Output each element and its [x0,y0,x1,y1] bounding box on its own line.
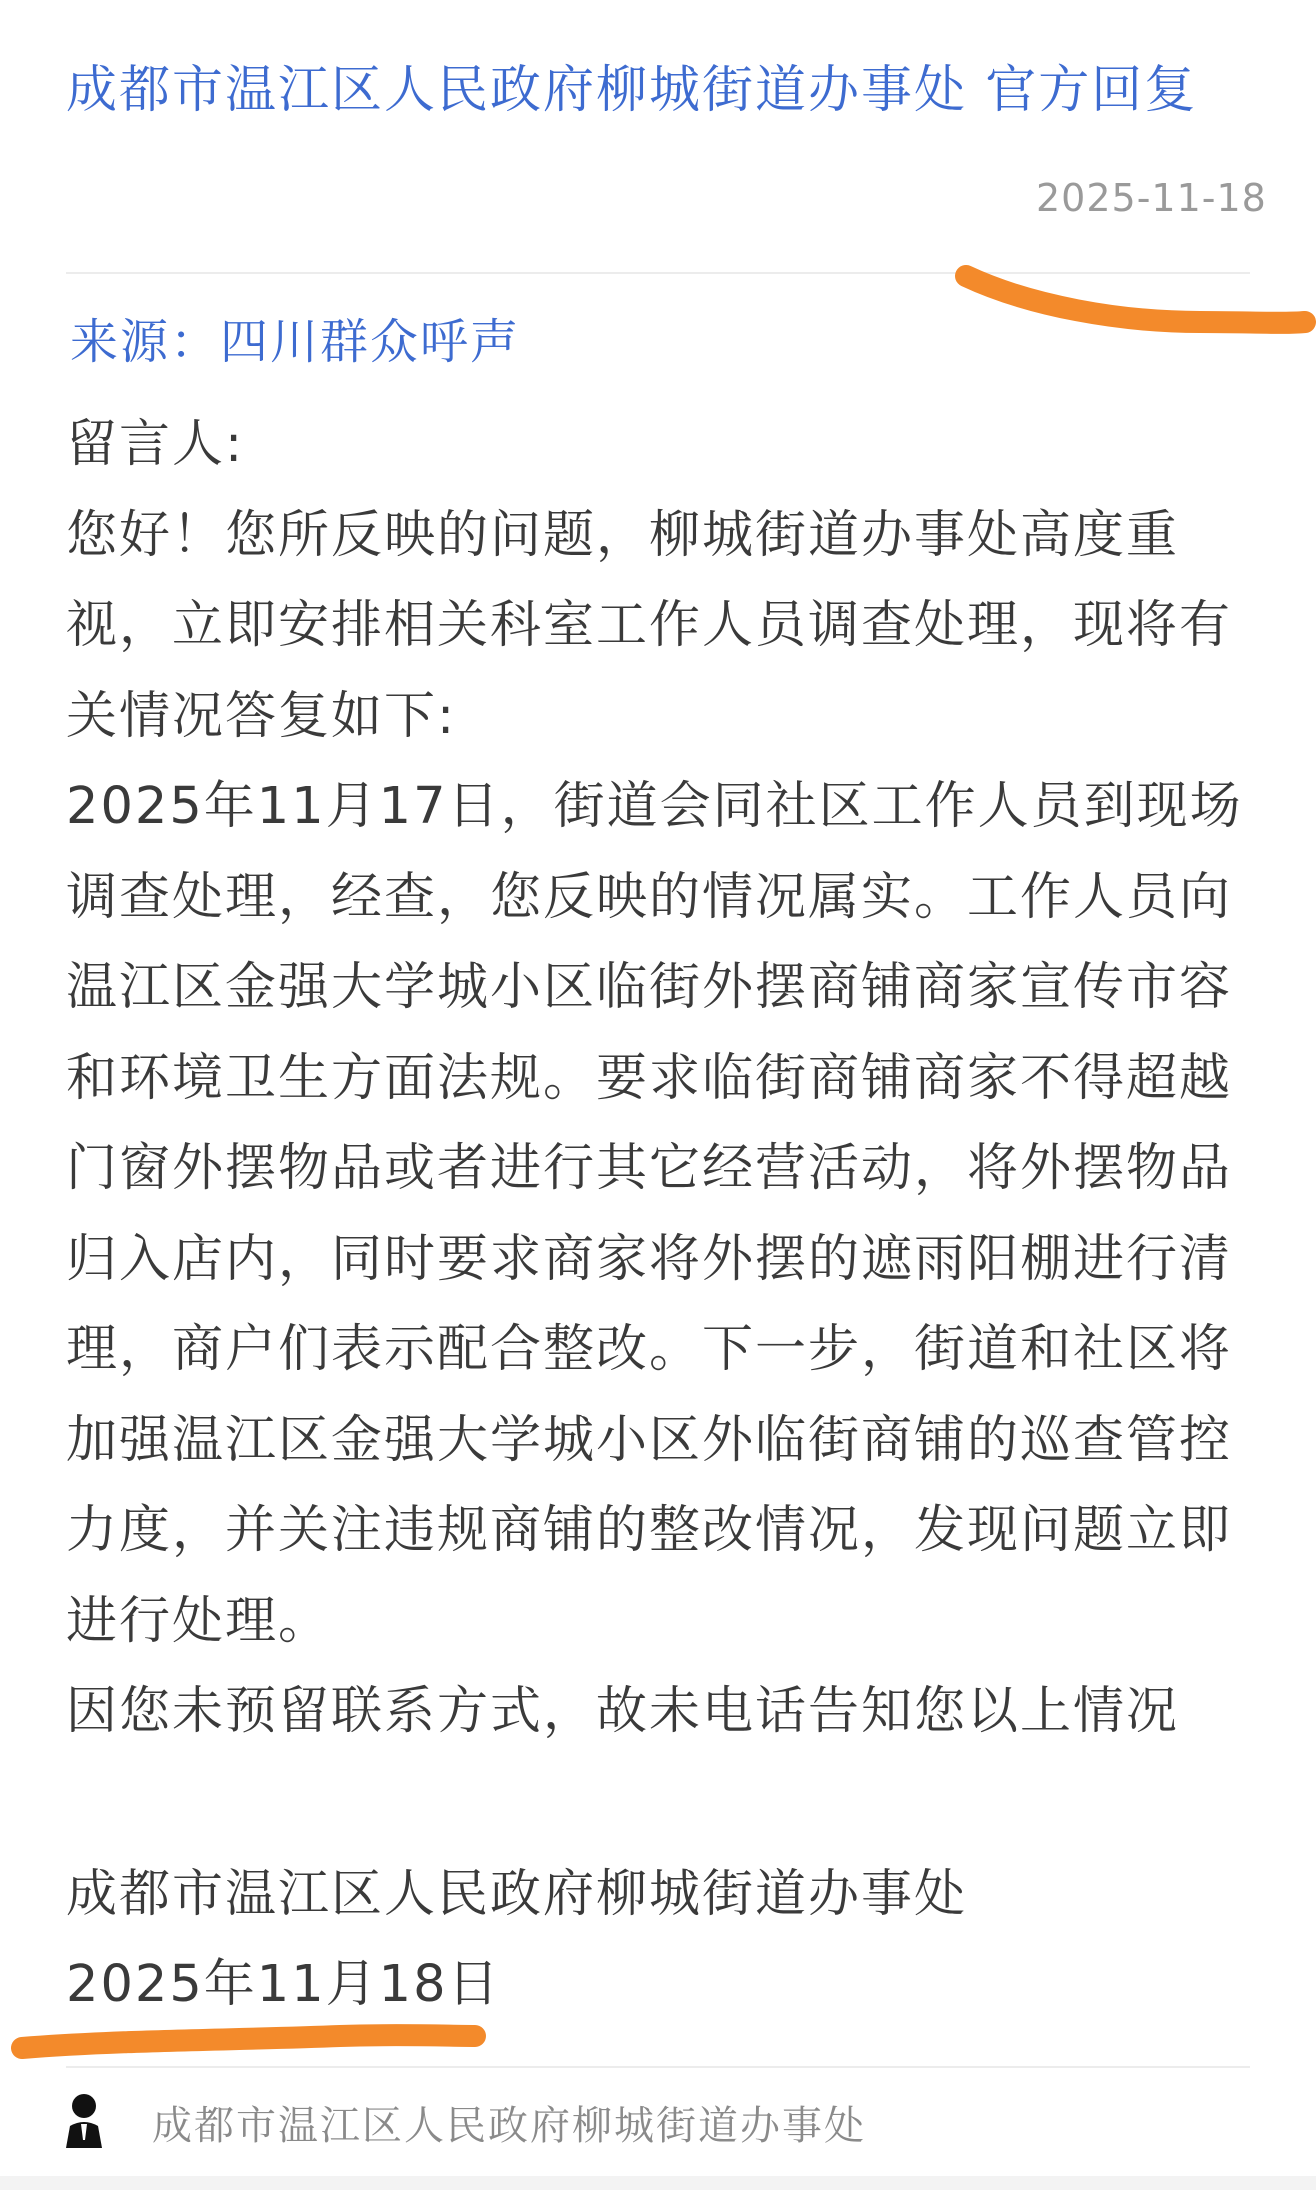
divider [66,272,1250,274]
signature-date: 2025年11月18日 [66,1955,501,2014]
highlight-underline-signature-date [22,2035,475,2048]
reply-paragraph: 2025年11月17日，街道会同社区工作人员到现场调查处理，经查，您反映的情况属实。工作人员向温江区金强大学城小区临街外摆商铺商家宣传市容和环境卫生方面法规。要求临街商铺商家不得超越门窗外摆物品或者进行其它经营活动，将外摆物品归入店内，同时要求商家将外摆的遮雨阳棚进行清理，商户们表示配合整改。下一步，街道和社区将加强温江区金强大学城小区外临街商铺的巡查管控力度，并关注违规商铺的整改情况，发现问题立即进行处理。 [66,777,1243,1651]
person-icon [62,2092,106,2150]
page-title: 成都市温江区人民政府柳城街道办事处 官方回复 [66,61,1198,120]
footer[interactable] [0,2082,1316,2162]
reply-paragraph: 因您未预留联系方式，故未电话告知您以上情况 [66,1682,1180,1741]
footer-org-name[interactable]: 成都市温江区人民政府柳城街道办事处 [152,2103,866,2149]
bottom-bar [0,2176,1316,2190]
reply-date: 2025-11-18 [1036,176,1267,220]
reply-paragraph: 您好！您所反映的问题，柳城街道办事处高度重视，立即安排相关科室工作人员调查处理，现将有关情况答复如下: [66,505,1233,746]
divider [66,2066,1250,2068]
highlight-underline-date [966,276,1305,323]
signature [66,1850,967,2030]
greeting-label: 留言人: [66,415,245,474]
reply-body [66,400,1252,1758]
signature-org: 成都市温江区人民政府柳城街道办事处 [66,1865,968,1924]
source-link[interactable]: 来源：四川群众呼声 [70,314,521,370]
